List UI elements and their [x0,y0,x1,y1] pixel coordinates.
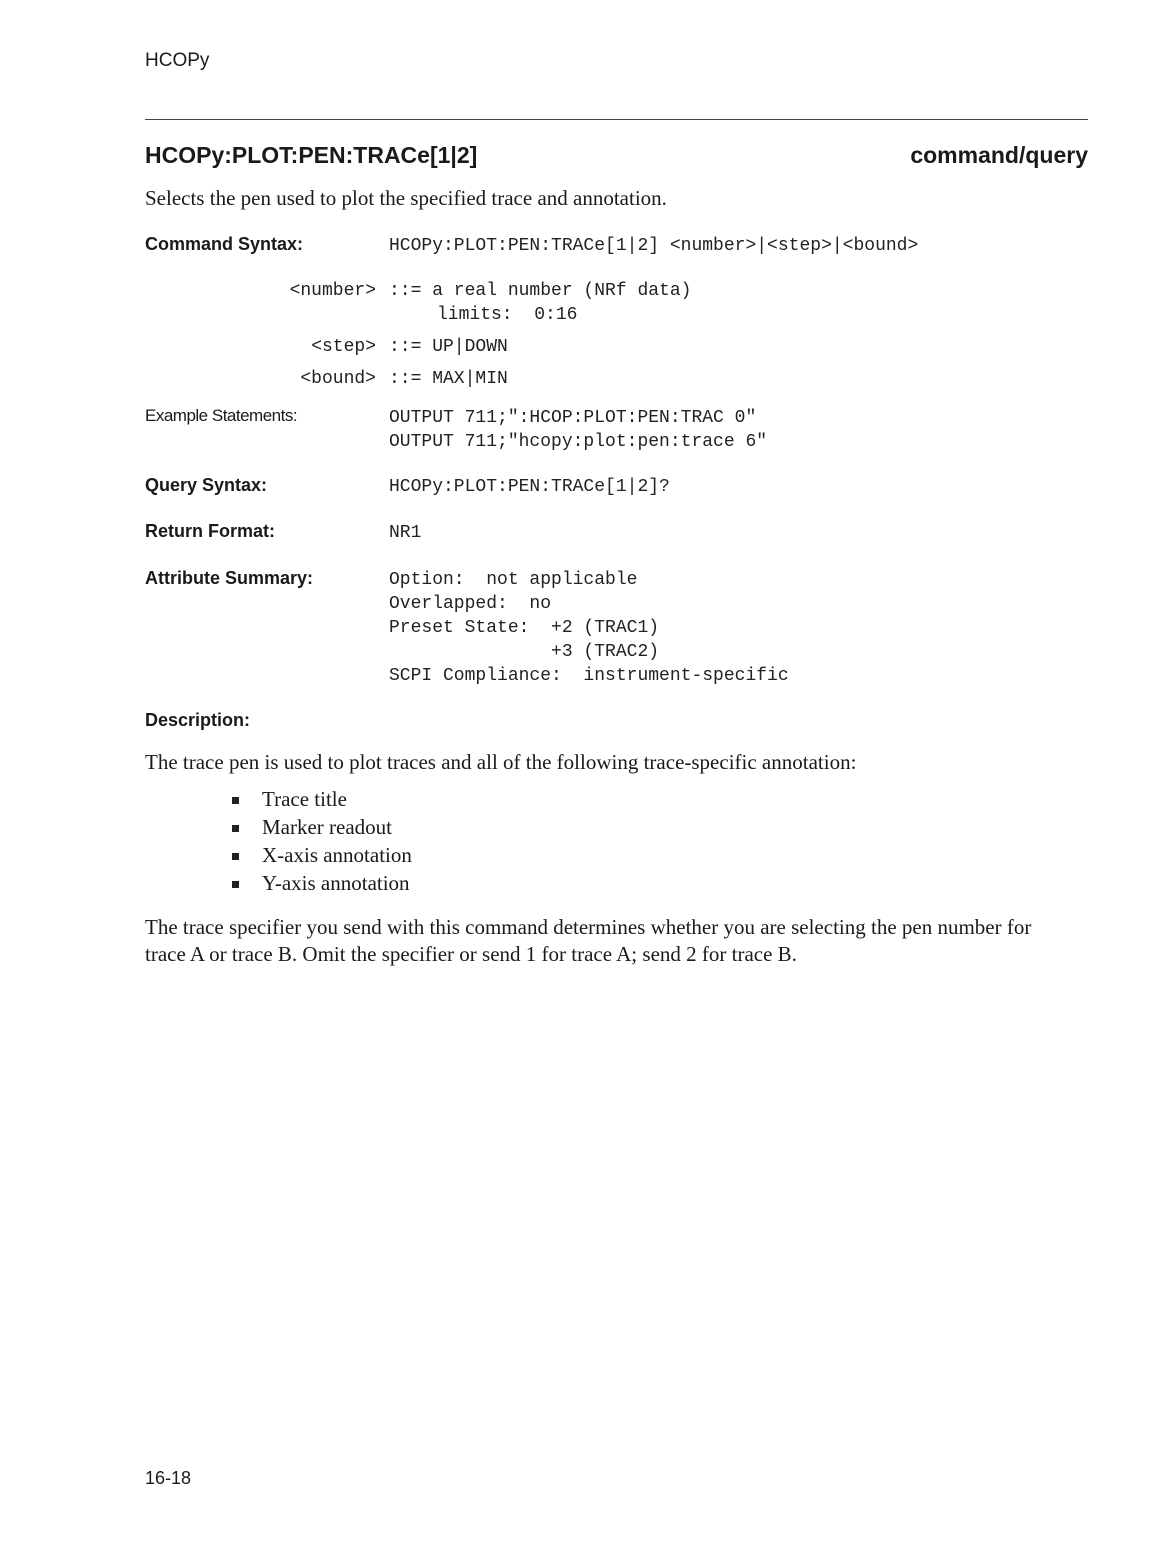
header-rule [145,119,1088,120]
description-intro: The trace pen is used to plot traces and all of the following trace-specific annotation: [145,750,857,774]
command-syntax-value: HCOPy:PLOT:PEN:TRACe[1|2] <number>|<step>|<bound> [389,236,919,256]
query-syntax-label: Query Syntax: [145,475,268,495]
param-step-def: ::= UP|DOWN [389,337,508,357]
param-number-name: <number> [289,281,376,301]
attribute-option: Option: not applicable [389,570,638,590]
example-statement-2: OUTPUT 711;"hcopy:plot:pen:trace 6" [389,432,768,452]
return-format-value: NR1 [389,523,422,543]
bullet-icon [232,797,239,804]
param-bound-name: <bound> [300,369,376,389]
page-number: 16-18 [145,1468,192,1488]
attribute-scpi-compliance: SCPI Compliance: instrument-specific [389,666,789,686]
command-syntax-label: Command Syntax: [145,234,304,254]
attribute-overlapped: Overlapped: no [389,594,552,614]
command-type: command/query [910,142,1088,168]
list-item: Trace title [232,785,412,813]
description-label: Description: [145,710,251,730]
command-title: HCOPy:PLOT:PEN:TRACe[1|2] [145,142,478,168]
command-summary: Selects the pen used to plot the specified trace and annotation. [145,186,667,210]
query-syntax-value: HCOPy:PLOT:PEN:TRACe[1|2]? [389,477,670,497]
attribute-summary-label: Attribute Summary: [145,568,314,588]
list-item: X-axis annotation [232,841,412,869]
bullet-icon [232,825,239,832]
example-statements-label: Example Statements: [145,406,298,425]
attribute-preset-state-2: +3 (TRAC2) [389,642,660,662]
list-item: Marker readout [232,813,412,841]
bullet-icon [232,853,239,860]
description-paragraph: The trace specifier you send with this command determines whether you are selecting the pen number for trace A or trace B. Omit the specifier or send 1 for trace A; send 2 for trace B. [145,915,1032,966]
param-bound-def: ::= MAX|MIN [389,369,508,389]
return-format-label: Return Format: [145,521,275,541]
param-number-def: ::= a real number (NRf data) [389,281,692,301]
annotation-list [232,785,412,897]
param-number-limits: limits: 0:16 [437,305,578,325]
example-statement-1: OUTPUT 711;":HCOP:PLOT:PEN:TRAC 0" [389,408,757,428]
bullet-icon [232,881,239,888]
param-step-name: <step> [311,337,376,357]
attribute-preset-state: Preset State: +2 (TRAC1) [389,618,660,638]
list-item: Y-axis annotation [232,869,412,897]
running-head: HCOPy [145,50,210,71]
